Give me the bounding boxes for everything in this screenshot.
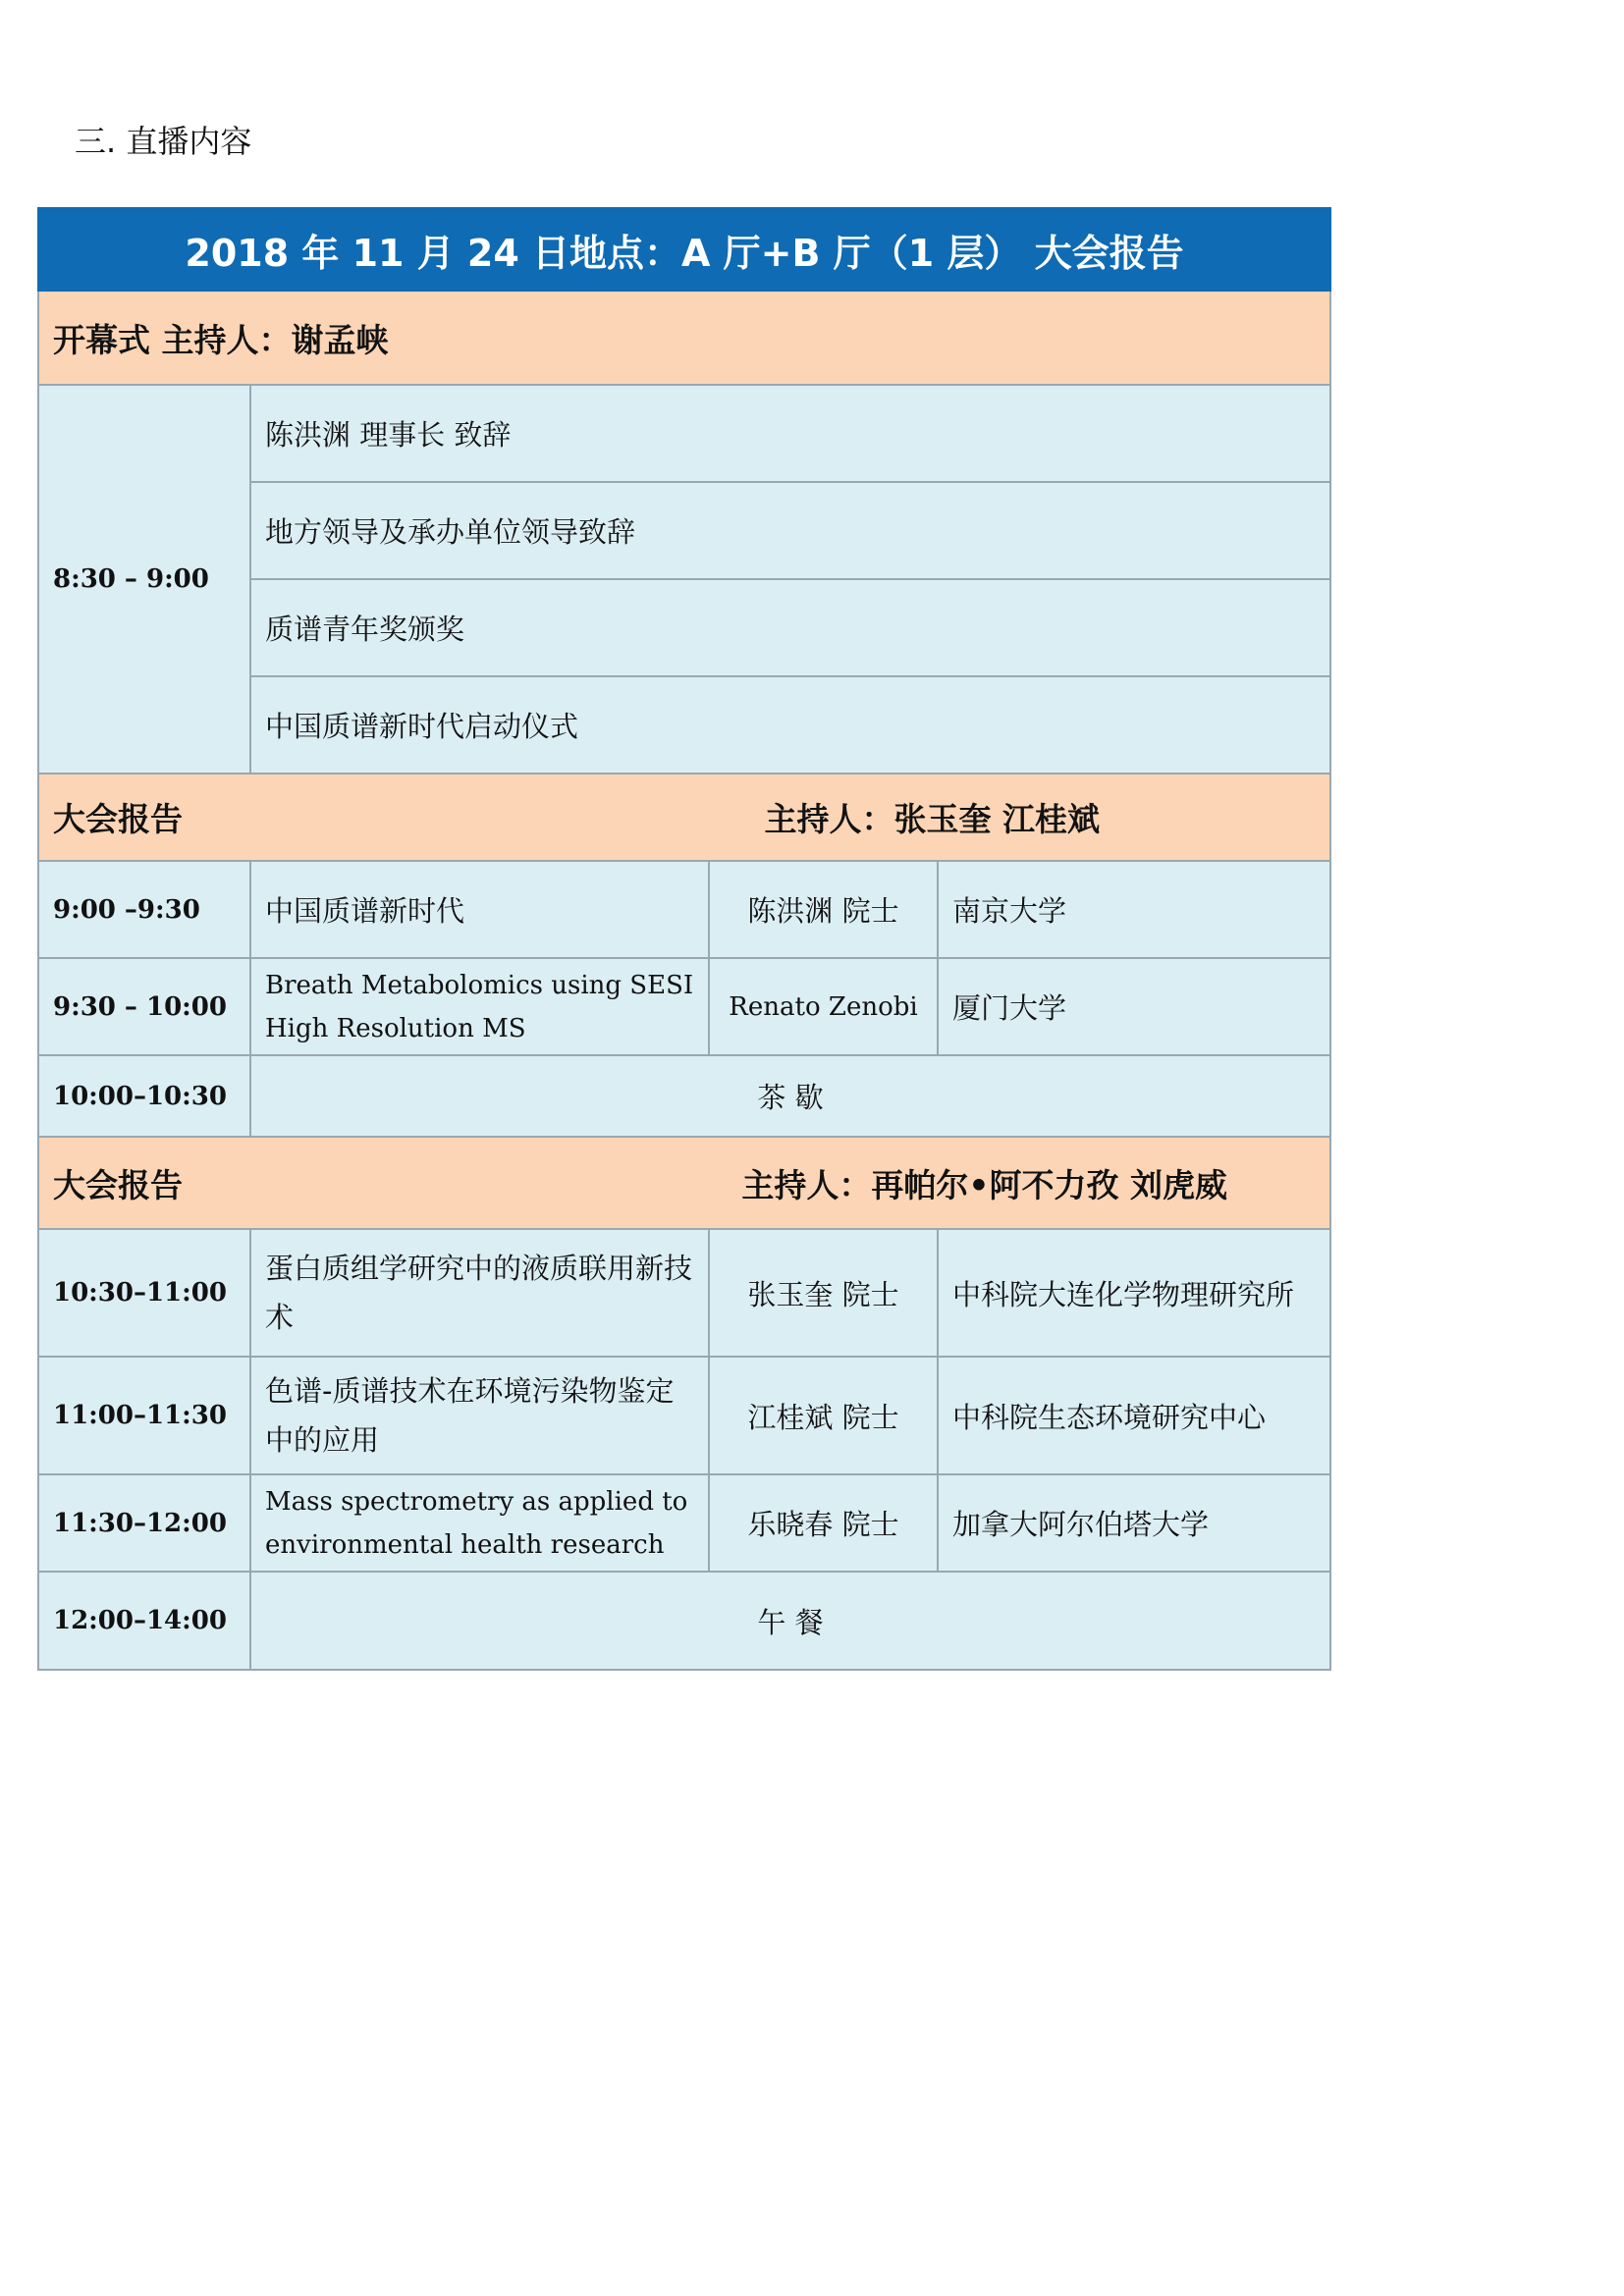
table-row [38,1474,1330,1572]
talk-topic: 中国质谱新时代 [250,861,709,958]
table-row [38,1572,1330,1670]
talk-time: 11:30–12:00 [38,1474,250,1572]
talk-time: 9:30 – 10:00 [38,958,250,1055]
talk-org: 中科院大连化学物理研究所 [938,1229,1330,1357]
talk-speaker: 张玉奎 院士 [709,1229,938,1357]
talk-topic: Mass spectrometry as applied to environmental health research [250,1474,709,1572]
opening-item: 地方领导及承办单位领导致辞 [250,482,1330,579]
talk-topic: Breath Metabolomics using SESI High Resolution MS [250,958,709,1055]
table-row [38,1357,1330,1474]
opening-header-row [38,291,1330,385]
session1-label: 大会报告 [53,800,183,838]
talk-org: 中科院生态环境研究中心 [938,1357,1330,1474]
session1-header [38,774,1330,861]
session2-label: 大会报告 [53,1165,183,1204]
session1-header-row [38,774,1330,861]
talk-time: 10:30–11:00 [38,1229,250,1357]
schedule-table [37,207,1331,1671]
talk-topic: 色谱-质谱技术在环境污染物鉴定中的应用 [250,1357,709,1474]
talk-speaker: Renato Zenobi [709,958,938,1055]
opening-header: 开幕式 主持人：谢孟峡 [38,291,1330,385]
table-row [38,958,1330,1055]
table-row [38,1229,1330,1357]
table-title-row [38,208,1330,291]
table-title: 2018 年 11 月 24 日地点：A 厅+B 厅（1 层） 大会报告 [38,208,1330,291]
talk-time: 11:00–11:30 [38,1357,250,1474]
talk-org: 南京大学 [938,861,1330,958]
table-row [38,861,1330,958]
talk-speaker: 江桂斌 院士 [709,1357,938,1474]
opening-item: 质谱青年奖颁奖 [250,579,1330,676]
break-label: 茶 歇 [250,1055,1330,1137]
table-row [38,1055,1330,1137]
talk-topic: 蛋白质组学研究中的液质联用新技术 [250,1229,709,1357]
talk-time: 9:00 –9:30 [38,861,250,958]
session2-header-row [38,1137,1330,1229]
session2-hosts: 主持人：再帕尔•阿不力孜 刘虎威 [741,1165,1227,1204]
opening-item: 中国质谱新时代启动仪式 [250,676,1330,774]
break-time: 10:00–10:30 [38,1055,250,1137]
session2-header [38,1137,1330,1229]
lunch-time: 12:00–14:00 [38,1572,250,1670]
section-heading: 三. 直播内容 [75,123,252,160]
talk-org: 加拿大阿尔伯塔大学 [938,1474,1330,1572]
table-row [38,385,1330,482]
session1-hosts: 主持人：张玉奎 江桂斌 [764,800,1100,838]
talk-org: 厦门大学 [938,958,1330,1055]
opening-item: 陈洪渊 理事长 致辞 [250,385,1330,482]
lunch-label: 午 餐 [250,1572,1330,1670]
talk-speaker: 陈洪渊 院士 [709,861,938,958]
talk-speaker: 乐晓春 院士 [709,1474,938,1572]
opening-time: 8:30 – 9:00 [38,385,250,774]
